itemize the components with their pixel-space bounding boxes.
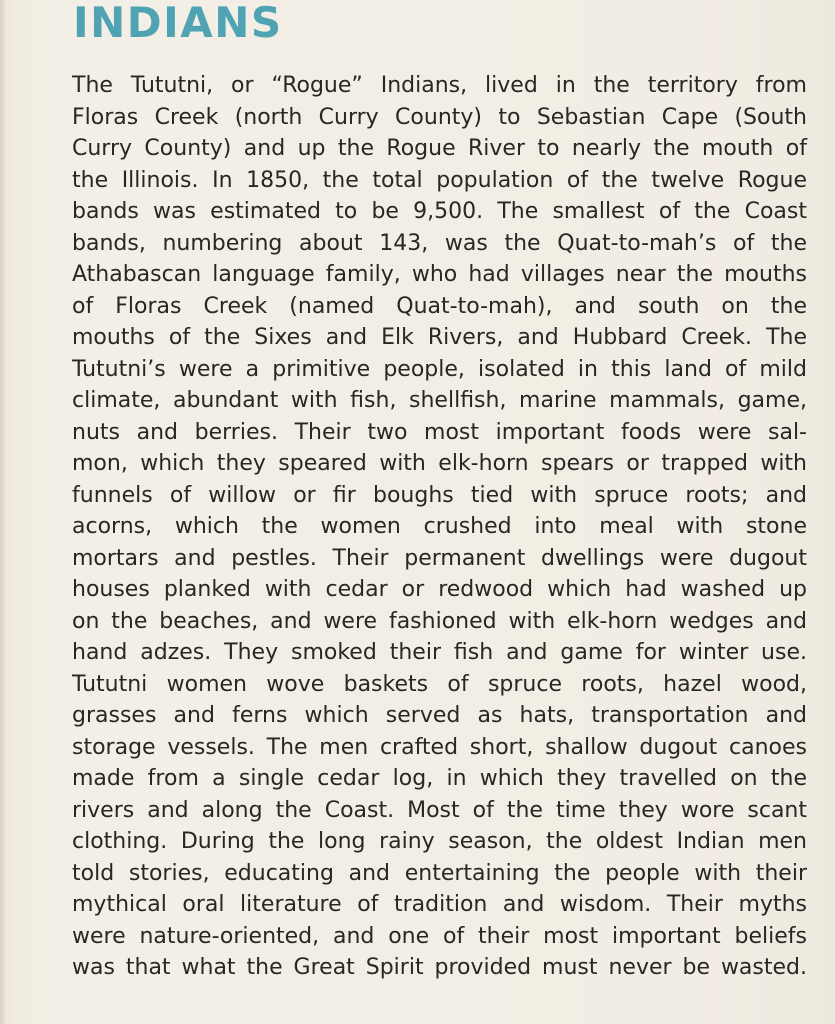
text-line: grasses and ferns which served as hats, transportation and — [72, 703, 807, 728]
text-line: Tututni women wove baskets of spruce roots, hazel wood, — [72, 671, 807, 697]
text-line: Curry County) and up the Rogue River to nearly the mouth of — [72, 136, 807, 161]
text-line: on the beaches, and were fashioned with elk-horn wedges and — [72, 608, 807, 634]
text-line: Athabascan language family, who had villages near the mouths — [72, 262, 807, 287]
text-line: of Floras Creek (named Quat-to-mah), and south on the — [72, 293, 807, 319]
body-paragraph — [72, 70, 807, 984]
text-line: houses planked with cedar or redwood which had washed up — [72, 577, 807, 602]
page-edge — [0, 0, 6, 1024]
text-line: mon, which they speared with elk-horn spears or trapped with — [72, 451, 807, 476]
text-line: rivers and along the Coast. Most of the time they wore scant — [72, 797, 807, 823]
text-line: The Tututni, or “Rogue” Indians, lived in the territory from — [72, 73, 807, 98]
text-line: bands, numbering about 143, was the Quat-to-mah’s of the — [72, 230, 807, 256]
text-line: Tututni’s were a primitive people, isolated in this land of mild — [72, 356, 807, 382]
text-line: climate, abundant with fish, shellfish, marine mammals, game, — [72, 388, 807, 413]
text-line: bands was estimated to be 9,500. The smallest of the Coast — [72, 199, 807, 224]
page-heading: INDIANS — [73, 0, 283, 47]
text-line: made from a single cedar log, in which they travelled on the — [72, 766, 807, 791]
text-line: mythical oral literature of tradition and wisdom. Their myths — [72, 892, 807, 917]
text-line: nuts and berries. Their two most important foods were sal- — [72, 419, 807, 445]
text-line: mouths of the Sixes and Elk Rivers, and Hubbard Creek. The — [72, 325, 807, 350]
text-line: was that what the Great Spirit provided must never be wasted. — [72, 955, 807, 980]
text-line: clothing. During the long rainy season, the oldest Indian men — [72, 829, 807, 854]
text-line: funnels of willow or fir boughs tied with spruce roots; and — [72, 482, 807, 508]
text-line: the Illinois. In 1850, the total population of the twelve Rogue — [72, 167, 807, 193]
text-line: acorns, which the women crushed into meal with stone — [72, 514, 807, 539]
text-line: were nature-oriented, and one of their most important beliefs — [72, 923, 807, 949]
text-line: hand adzes. They smoked their fish and game for winter use. — [72, 640, 807, 665]
text-line: storage vessels. The men crafted short, shallow dugout canoes — [72, 734, 807, 760]
text-line: told stories, educating and entertaining the people with their — [72, 860, 807, 886]
text-line: Floras Creek (north Curry County) to Sebastian Cape (South — [72, 104, 807, 130]
text-line: mortars and pestles. Their permanent dwellings were dugout — [72, 545, 807, 571]
